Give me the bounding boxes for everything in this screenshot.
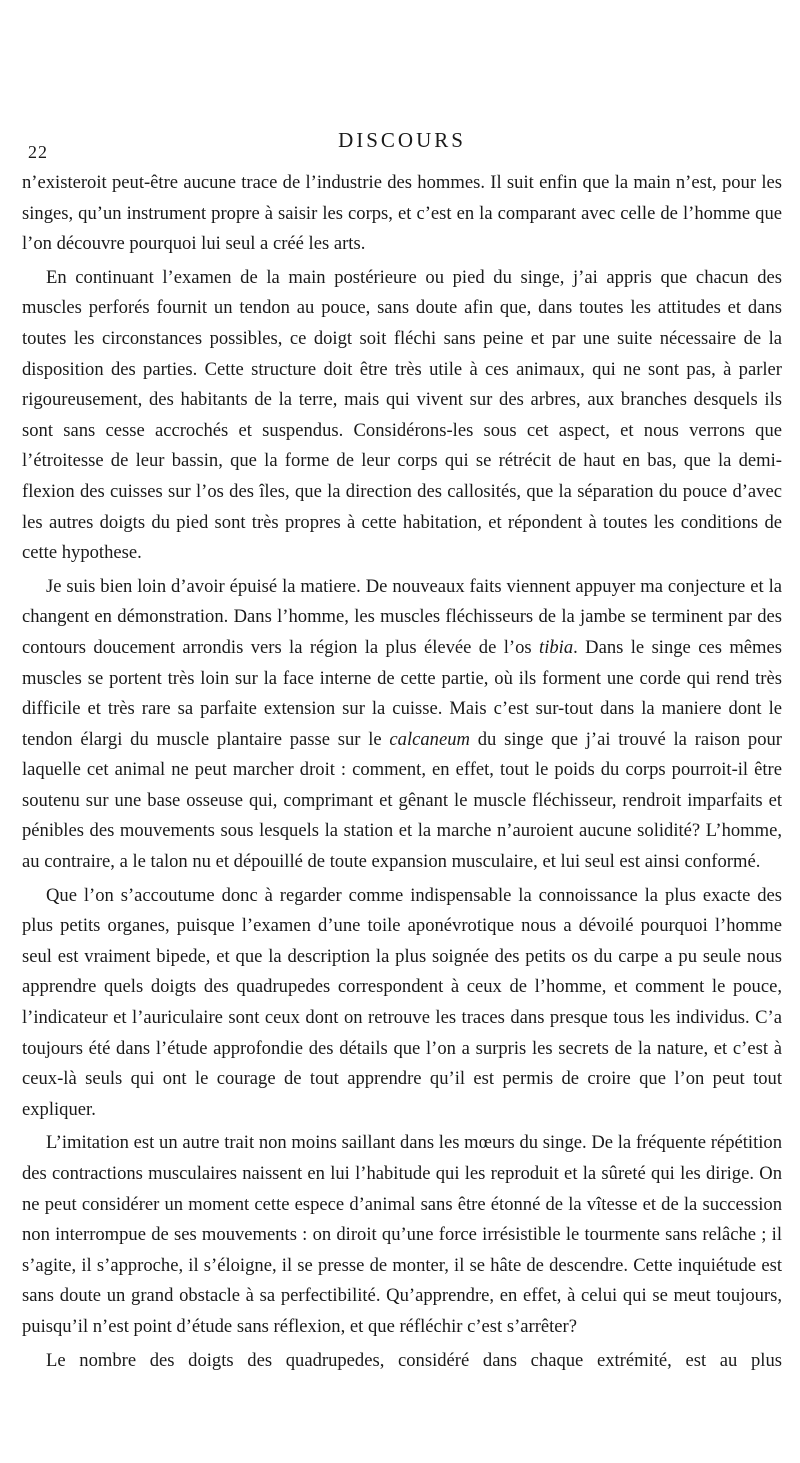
paragraph-3-part-1: Je suis bien loin d’avoir épuisé la matiere. De nouveaux faits viennent appuyer ma conjecture et la changent en démonstration. Dans l’homme, les muscles fléchisseurs de la jambe se terminent par des contours doucement arrondis vers la région la plus élevée de l’os: [22, 575, 782, 658]
term-tibia: tibia: [539, 636, 574, 658]
paragraph-3: [22, 572, 782, 878]
term-calcaneum: calcaneum: [389, 728, 470, 750]
page-number: 22: [28, 142, 48, 162]
paragraph-5: L’imitation est un autre trait non moins saillant dans les mœurs du singe. De la fréquente répétition des contractions musculaires naissent en lui l’habitude qui les reproduit et la sûreté qui les dirige. On ne peut considérer un moment cette espece d’animal sans être étonné de la vîtesse et de la succession non interrompue de ses mouvements : on diroit qu’une force irrésistible le tourmente sans relâche ; il s’agite, il s’approche, il s’éloigne, il se presse de monter, il se hâte de descendre. Cette inquiétude est sans doute un grand obstacle à sa perfectibilité. Qu’apprendre, en effet, à celui qui se meut toujours, puisqu’il n’est point d’étude sans réflexion, et que réfléchir c’est s’arrêter?: [22, 1132, 782, 1337]
page-header: [22, 0, 782, 168]
paragraph-4: Que l’on s’accoutume donc à regarder comme indispensable la connoissance la plus exacte des plus petits organes, puisque l’examen d’une toile aponévrotique nous a dévoilé pourquoi l’homme seul est vraiment bipede, et que la description la plus soignée des petits os du carpe a pu seule nous apprendre quels doigts des quadrupedes correspondent à ceux de l’homme, et comment le pouce, l’indicateur et l’auriculaire sont ceux dont on retrouve les traces dans presque tous les individus. C’a toujours été dans l’étude approfondie des détails que l’on a surpris les secrets de la nature, et c’est à ceux-là seuls qui ont le courage de tout apprendre qu’il est permis de croire que l’on peut tout expliquer.: [22, 884, 782, 1120]
running-head: DISCOURS: [338, 128, 466, 152]
paragraph-1: n’existeroit peut-être aucune trace de l’industrie des hommes. Il suit enfin que la main n’est, pour les singes, qu’un instrument propre à saisir les corps, et c’est en la comparant avec celle de l’homme que l’on découvre pourquoi lui seul a créé les arts.: [22, 172, 782, 255]
paragraph-3-part-2: . Dans le singe ces mêmes muscles se portent très loin sur la face interne de cette partie, où ils forment une corde qui rend très difficile et très rare sa parfaite extension sur la cuisse. Mais c’est sur-tout dans la maniere dont le tendon élargi du muscle plantaire passe sur le: [22, 636, 782, 750]
paragraph-2: En continuant l’examen de la main postérieure ou pied du singe, j’ai appris que chacun des muscles perforés fournit un tendon au pouce, sans doute afin que, dans toutes les attitudes et dans toutes les circonstances possibles, ce doigt soit fléchi sans peine et par une suite nécessaire de la disposition des parties. Cette structure doit être très utile à ces animaux, qui ne sont pas, à parler rigoureusement, des habitants de la terre, mais qui vivent sur des arbres, aux branches desquels ils sont sans cesse accrochés et suspendus. Considérons-les sous cet aspect, et nous verrons que l’étroitesse de leur bassin, que la forme de leur corps qui se rétrécit de haut en bas, que la demi-flexion des cuisses sur l’os des îles, que la direction des callosités, que la séparation du pouce d’avec les autres doigts du pied sont très propres à cette habitation, et répondent à toutes les conditions de cette hypothese.: [22, 266, 782, 564]
paragraph-6: Le nombre des doigts des quadrupedes, considéré dans chaque extrémité, est au plus: [46, 1349, 782, 1371]
body-text: [22, 168, 782, 1376]
paragraph-3-part-3: du singe que j’ai trouvé la raison pour laquelle cet animal ne peut marcher droit : comment, en effet, tout le poids du corps pourroit-il être soutenu sur une base osseuse qui, comprimant et gênant le muscle fléchisseur, rendroit imparfaits et pénibles des mouvements sous lesquels la station et la marche n’auroient aucune solidité? L’homme, au contraire, a le talon nu et dépouillé de toute expansion musculaire, et lui seul est ainsi conformé.: [22, 728, 782, 873]
